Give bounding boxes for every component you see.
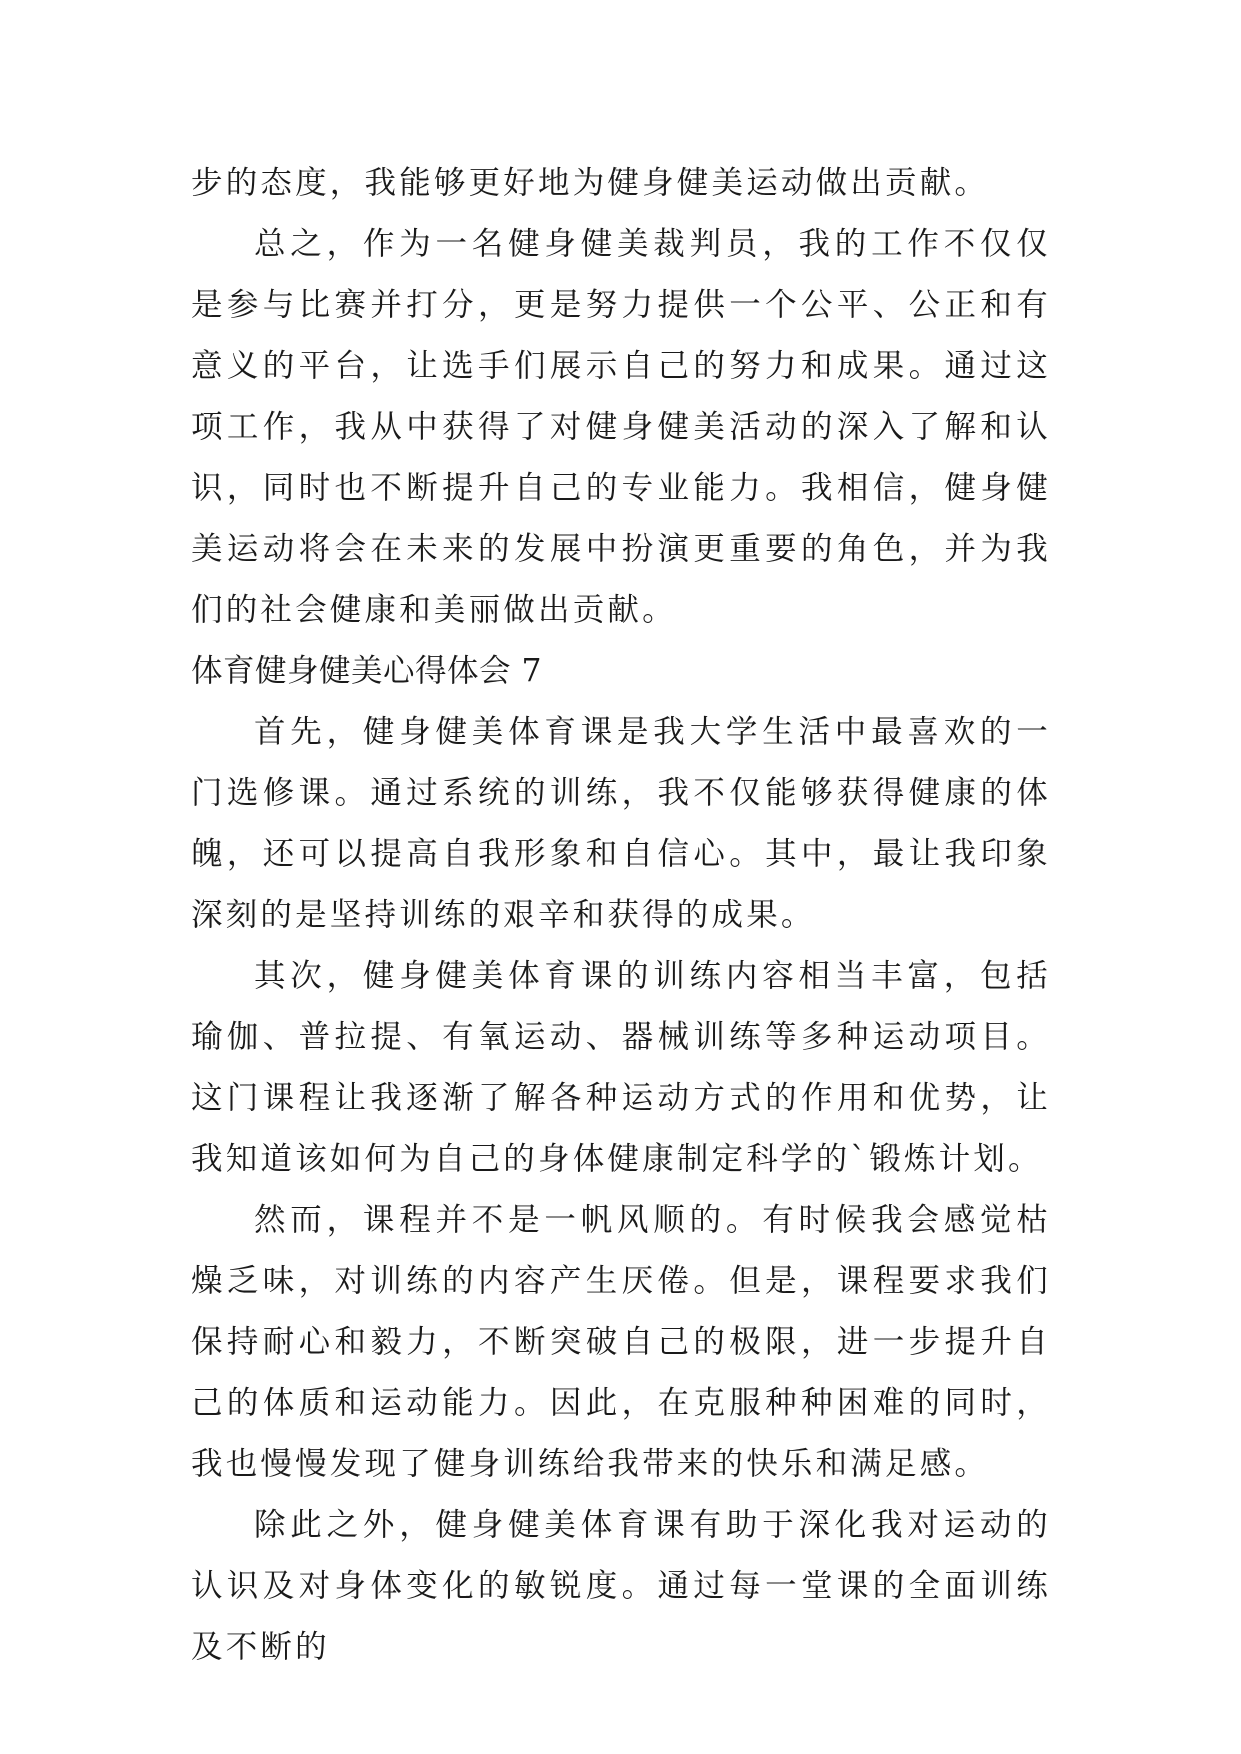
section-heading: 体育健身健美心得体会 7 xyxy=(191,653,543,689)
document-body xyxy=(191,153,1051,1678)
paragraph-besides: 除此之外，健身健美体育课有助于深化我对运动的认识及对身体变化的敏锐度。通过每一堂课的全面训练及不断的 xyxy=(191,1507,1051,1665)
paragraph-however: 然而，课程并不是一帆风顺的。有时候我会感觉枯燥乏味，对训练的内容产生厌倦。但是，课程要求我们保持耐心和毅力，不断突破自己的极限，进一步提升自己的体质和运动能力。因此，在克服种种困难的同时，我也慢慢发现了健身训练给我带来的快乐和满足感。 xyxy=(191,1202,1051,1482)
paragraph-continuation: 步的态度，我能够更好地为健身健美运动做出贡献。 xyxy=(191,165,990,201)
paragraph-summary: 总之，作为一名健身健美裁判员，我的工作不仅仅是参与比赛并打分，更是努力提供一个公平、公正和有意义的平台，让选手们展示自己的努力和成果。通过这项工作，我从中获得了对健身健美活动的深入了解和认识，同时也不断提升自己的专业能力。我相信，健身健美运动将会在未来的发展中扮演更重要的角色，并为我们的社会健康和美丽做出贡献。 xyxy=(191,226,1051,628)
paragraph-second: 其次，健身健美体育课的训练内容相当丰富，包括瑜伽、普拉提、有氧运动、器械训练等多种运动项目。这门课程让我逐渐了解各种运动方式的作用和优势，让我知道该如何为自己的身体健康制定科学的`锻炼计划。 xyxy=(191,958,1051,1177)
paragraph-first: 首先，健身健美体育课是我大学生活中最喜欢的一门选修课。通过系统的训练，我不仅能够获得健康的体魄，还可以提高自我形象和自信心。其中，最让我印象深刻的是坚持训练的艰辛和获得的成果。 xyxy=(191,714,1051,933)
